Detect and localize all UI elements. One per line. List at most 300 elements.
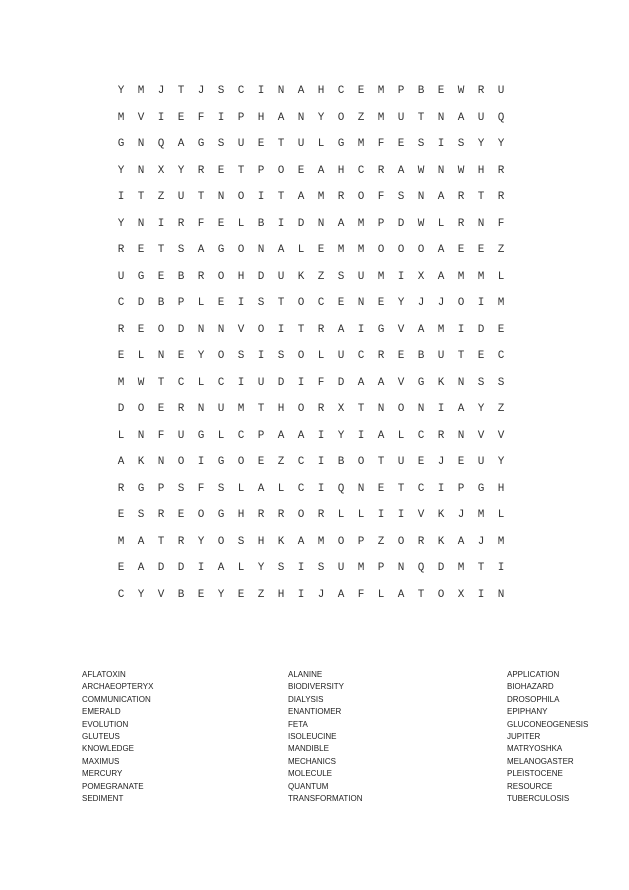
grid-cell[interactable]: R: [317, 509, 325, 521]
grid-cell[interactable]: Q: [337, 482, 345, 495]
grid-cell[interactable]: P: [377, 562, 385, 574]
grid-cell[interactable]: B: [337, 456, 345, 468]
grid-cell[interactable]: E: [317, 244, 325, 256]
grid-cell[interactable]: K: [437, 535, 445, 548]
grid-cell[interactable]: X: [417, 270, 425, 283]
grid-cell[interactable]: H: [497, 482, 505, 495]
grid-cell[interactable]: Y: [257, 562, 265, 574]
grid-cell[interactable]: Y: [497, 138, 505, 150]
grid-cell[interactable]: A: [297, 191, 305, 203]
grid-cell[interactable]: N: [157, 350, 165, 362]
grid-cell[interactable]: T: [297, 323, 305, 336]
grid-cell[interactable]: M: [497, 297, 505, 309]
grid-cell[interactable]: Z: [317, 270, 325, 283]
grid-cell[interactable]: M: [377, 85, 385, 97]
grid-cell[interactable]: O: [397, 244, 405, 256]
grid-cell[interactable]: T: [197, 191, 205, 203]
grid-cell[interactable]: T: [457, 350, 465, 362]
grid-cell[interactable]: T: [157, 244, 165, 256]
grid-cell[interactable]: M: [457, 562, 465, 574]
grid-cell[interactable]: T: [397, 482, 405, 495]
grid-cell[interactable]: Y: [477, 403, 485, 415]
grid-cell[interactable]: C: [297, 456, 305, 468]
grid-cell[interactable]: M: [457, 270, 465, 283]
grid-cell[interactable]: E: [337, 297, 345, 309]
grid-cell[interactable]: P: [357, 535, 365, 548]
grid-cell[interactable]: C: [237, 429, 245, 442]
grid-cell[interactable]: D: [257, 270, 265, 283]
grid-cell[interactable]: I: [277, 323, 285, 336]
grid-cell[interactable]: I: [197, 456, 205, 468]
grid-cell[interactable]: Z: [157, 191, 165, 203]
grid-cell[interactable]: I: [317, 482, 325, 495]
grid-cell[interactable]: R: [177, 217, 185, 230]
grid-cell[interactable]: T: [357, 403, 365, 415]
grid-cell[interactable]: H: [257, 111, 265, 124]
grid-cell[interactable]: U: [357, 270, 365, 283]
letter-grid[interactable]: [111, 76, 511, 606]
grid-cell[interactable]: C: [237, 85, 245, 97]
grid-cell[interactable]: O: [237, 191, 245, 203]
grid-cell[interactable]: T: [477, 562, 485, 574]
grid-cell[interactable]: G: [117, 138, 125, 150]
grid-cell[interactable]: T: [477, 191, 485, 203]
grid-cell[interactable]: N: [317, 217, 325, 230]
grid-cell[interactable]: I: [117, 191, 125, 203]
grid-cell[interactable]: Y: [177, 164, 185, 177]
grid-cell[interactable]: F: [317, 376, 325, 389]
grid-cell[interactable]: R: [457, 191, 465, 203]
grid-cell[interactable]: E: [377, 482, 385, 495]
grid-cell[interactable]: V: [477, 429, 485, 442]
grid-cell[interactable]: U: [337, 562, 345, 574]
grid-cell[interactable]: G: [137, 270, 145, 283]
grid-cell[interactable]: D: [277, 376, 285, 389]
grid-cell[interactable]: Y: [397, 297, 405, 309]
grid-cell[interactable]: C: [117, 588, 125, 601]
grid-cell[interactable]: U: [257, 376, 265, 389]
grid-cell[interactable]: K: [437, 509, 445, 521]
grid-cell[interactable]: M: [477, 509, 485, 521]
grid-cell[interactable]: L: [197, 376, 205, 389]
grid-cell[interactable]: U: [237, 138, 245, 150]
grid-cell[interactable]: R: [337, 191, 345, 203]
grid-cell[interactable]: N: [197, 323, 205, 336]
grid-cell[interactable]: I: [317, 429, 325, 442]
grid-cell[interactable]: I: [457, 323, 465, 336]
grid-cell[interactable]: I: [317, 456, 325, 468]
grid-cell[interactable]: L: [197, 297, 205, 309]
grid-cell[interactable]: D: [297, 217, 305, 230]
grid-cell[interactable]: R: [477, 85, 485, 97]
grid-cell[interactable]: I: [397, 270, 405, 283]
grid-cell[interactable]: R: [177, 403, 185, 415]
grid-cell[interactable]: R: [377, 350, 385, 362]
grid-cell[interactable]: O: [397, 535, 405, 548]
grid-cell[interactable]: C: [177, 376, 185, 389]
grid-cell[interactable]: C: [317, 297, 325, 309]
grid-cell[interactable]: S: [497, 376, 505, 389]
grid-cell[interactable]: O: [357, 456, 365, 468]
grid-cell[interactable]: I: [477, 297, 485, 309]
grid-cell[interactable]: I: [297, 562, 305, 574]
grid-cell[interactable]: E: [137, 323, 145, 336]
grid-cell[interactable]: O: [237, 244, 245, 256]
grid-cell[interactable]: H: [317, 85, 325, 97]
grid-cell[interactable]: T: [277, 191, 285, 203]
grid-cell[interactable]: N: [137, 164, 145, 177]
grid-cell[interactable]: O: [357, 191, 365, 203]
grid-cell[interactable]: O: [337, 535, 345, 548]
grid-cell[interactable]: R: [497, 164, 505, 177]
grid-cell[interactable]: A: [277, 429, 285, 442]
grid-cell[interactable]: T: [417, 588, 425, 601]
grid-cell[interactable]: M: [477, 270, 485, 283]
grid-cell[interactable]: O: [177, 456, 185, 468]
grid-cell[interactable]: E: [477, 350, 485, 362]
grid-cell[interactable]: E: [217, 164, 225, 177]
grid-cell[interactable]: R: [457, 217, 465, 230]
grid-cell[interactable]: S: [217, 85, 225, 97]
grid-cell[interactable]: Y: [337, 429, 345, 442]
grid-cell[interactable]: X: [337, 403, 345, 415]
grid-cell[interactable]: S: [237, 535, 245, 548]
grid-cell[interactable]: E: [197, 588, 205, 601]
grid-cell[interactable]: A: [457, 535, 465, 548]
grid-cell[interactable]: F: [357, 588, 365, 601]
grid-cell[interactable]: O: [257, 323, 265, 336]
grid-cell[interactable]: I: [157, 217, 165, 230]
grid-cell[interactable]: N: [137, 217, 145, 230]
grid-cell[interactable]: G: [377, 323, 385, 336]
grid-cell[interactable]: Z: [497, 403, 505, 415]
grid-cell[interactable]: U: [397, 456, 405, 468]
grid-cell[interactable]: N: [437, 164, 445, 177]
grid-cell[interactable]: U: [277, 270, 285, 283]
grid-cell[interactable]: A: [257, 482, 265, 495]
grid-cell[interactable]: S: [277, 350, 285, 362]
grid-cell[interactable]: N: [277, 85, 285, 97]
grid-cell[interactable]: S: [177, 244, 185, 256]
grid-cell[interactable]: M: [377, 270, 385, 283]
grid-cell[interactable]: V: [417, 509, 425, 521]
grid-cell[interactable]: M: [237, 403, 245, 415]
grid-cell[interactable]: L: [237, 562, 245, 574]
grid-cell[interactable]: N: [397, 562, 405, 574]
grid-cell[interactable]: W: [137, 376, 145, 389]
grid-cell[interactable]: O: [417, 244, 425, 256]
grid-cell[interactable]: I: [357, 429, 365, 442]
grid-cell[interactable]: W: [457, 85, 465, 97]
grid-cell[interactable]: G: [137, 482, 145, 495]
grid-cell[interactable]: F: [377, 191, 385, 203]
grid-cell[interactable]: G: [337, 138, 345, 150]
grid-cell[interactable]: Z: [377, 535, 385, 548]
grid-cell[interactable]: A: [297, 535, 305, 548]
grid-cell[interactable]: S: [417, 138, 425, 150]
grid-cell[interactable]: J: [157, 85, 165, 97]
grid-cell[interactable]: C: [357, 350, 365, 362]
grid-cell[interactable]: Q: [157, 138, 165, 150]
grid-cell[interactable]: C: [117, 297, 125, 309]
grid-cell[interactable]: A: [217, 562, 225, 574]
grid-cell[interactable]: G: [477, 482, 485, 495]
grid-cell[interactable]: E: [117, 509, 125, 521]
grid-cell[interactable]: M: [137, 85, 145, 97]
grid-cell[interactable]: O: [157, 323, 165, 336]
grid-cell[interactable]: N: [457, 429, 465, 442]
grid-cell[interactable]: B: [177, 270, 185, 283]
grid-cell[interactable]: Q: [497, 111, 505, 124]
grid-cell[interactable]: A: [197, 244, 205, 256]
grid-cell[interactable]: M: [117, 111, 125, 124]
grid-cell[interactable]: U: [337, 350, 345, 362]
grid-cell[interactable]: C: [497, 350, 505, 362]
grid-cell[interactable]: R: [377, 164, 385, 177]
grid-cell[interactable]: I: [437, 482, 445, 495]
grid-cell[interactable]: A: [397, 588, 405, 601]
grid-cell[interactable]: U: [117, 270, 125, 283]
grid-cell[interactable]: E: [257, 456, 265, 468]
grid-cell[interactable]: K: [277, 535, 285, 548]
grid-cell[interactable]: E: [117, 350, 125, 362]
grid-cell[interactable]: V: [397, 376, 405, 389]
grid-cell[interactable]: L: [397, 429, 405, 442]
grid-cell[interactable]: S: [177, 482, 185, 495]
grid-cell[interactable]: L: [317, 350, 325, 362]
grid-cell[interactable]: U: [437, 350, 445, 362]
grid-cell[interactable]: R: [117, 482, 125, 495]
grid-cell[interactable]: T: [237, 164, 245, 177]
grid-cell[interactable]: I: [437, 403, 445, 415]
grid-cell[interactable]: P: [237, 111, 245, 124]
grid-cell[interactable]: P: [397, 85, 405, 97]
grid-cell[interactable]: M: [497, 535, 505, 548]
grid-cell[interactable]: K: [137, 456, 145, 468]
grid-cell[interactable]: E: [477, 244, 485, 256]
grid-cell[interactable]: D: [477, 323, 485, 336]
grid-cell[interactable]: E: [257, 138, 265, 150]
grid-cell[interactable]: O: [237, 456, 245, 468]
grid-cell[interactable]: H: [337, 164, 345, 177]
grid-cell[interactable]: V: [137, 111, 145, 124]
grid-cell[interactable]: W: [417, 164, 425, 177]
grid-cell[interactable]: N: [357, 297, 365, 309]
grid-cell[interactable]: N: [137, 138, 145, 150]
grid-cell[interactable]: I: [377, 509, 385, 521]
grid-cell[interactable]: O: [297, 403, 305, 415]
grid-cell[interactable]: J: [477, 535, 485, 548]
grid-cell[interactable]: D: [177, 562, 185, 574]
grid-cell[interactable]: A: [437, 244, 445, 256]
grid-cell[interactable]: A: [137, 562, 145, 574]
grid-cell[interactable]: N: [217, 191, 225, 203]
grid-cell[interactable]: C: [337, 85, 345, 97]
grid-cell[interactable]: H: [277, 588, 285, 601]
grid-cell[interactable]: E: [117, 562, 125, 574]
grid-cell[interactable]: A: [337, 217, 345, 230]
grid-cell[interactable]: D: [137, 297, 145, 309]
grid-cell[interactable]: E: [237, 588, 245, 601]
grid-cell[interactable]: J: [417, 297, 425, 309]
grid-cell[interactable]: R: [317, 403, 325, 415]
grid-cell[interactable]: X: [457, 588, 465, 601]
grid-cell[interactable]: F: [377, 138, 385, 150]
grid-cell[interactable]: P: [177, 297, 185, 309]
grid-cell[interactable]: I: [257, 191, 265, 203]
grid-cell[interactable]: M: [357, 138, 365, 150]
grid-cell[interactable]: B: [177, 588, 185, 601]
grid-cell[interactable]: A: [397, 164, 405, 177]
grid-cell[interactable]: B: [417, 85, 425, 97]
grid-cell[interactable]: Y: [197, 535, 205, 548]
grid-cell[interactable]: D: [397, 217, 405, 230]
grid-cell[interactable]: V: [157, 588, 165, 601]
grid-cell[interactable]: I: [477, 588, 485, 601]
grid-cell[interactable]: I: [357, 323, 365, 336]
grid-cell[interactable]: L: [237, 217, 245, 230]
grid-cell[interactable]: E: [457, 456, 465, 468]
grid-cell[interactable]: I: [257, 85, 265, 97]
grid-cell[interactable]: M: [317, 191, 325, 203]
grid-cell[interactable]: K: [437, 376, 445, 389]
grid-cell[interactable]: F: [497, 217, 505, 230]
grid-cell[interactable]: A: [297, 85, 305, 97]
grid-cell[interactable]: M: [357, 217, 365, 230]
grid-cell[interactable]: S: [237, 350, 245, 362]
grid-cell[interactable]: C: [357, 164, 365, 177]
grid-cell[interactable]: I: [157, 111, 165, 124]
grid-cell[interactable]: M: [437, 323, 445, 336]
grid-cell[interactable]: O: [217, 350, 225, 362]
grid-cell[interactable]: T: [417, 111, 425, 124]
grid-cell[interactable]: M: [337, 244, 345, 256]
grid-cell[interactable]: U: [177, 429, 185, 442]
grid-cell[interactable]: A: [457, 403, 465, 415]
grid-cell[interactable]: A: [357, 376, 365, 389]
grid-cell[interactable]: I: [197, 562, 205, 574]
grid-cell[interactable]: J: [457, 509, 465, 521]
grid-cell[interactable]: E: [177, 111, 185, 124]
grid-cell[interactable]: U: [217, 403, 225, 415]
grid-cell[interactable]: S: [457, 138, 465, 150]
grid-cell[interactable]: I: [297, 376, 305, 389]
grid-cell[interactable]: N: [377, 403, 385, 415]
grid-cell[interactable]: J: [437, 456, 445, 468]
grid-cell[interactable]: S: [217, 138, 225, 150]
grid-cell[interactable]: I: [217, 111, 225, 124]
grid-cell[interactable]: E: [157, 403, 165, 415]
grid-cell[interactable]: A: [317, 164, 325, 177]
grid-cell[interactable]: N: [137, 429, 145, 442]
grid-cell[interactable]: X: [157, 164, 165, 177]
grid-cell[interactable]: A: [437, 270, 445, 283]
grid-cell[interactable]: E: [397, 350, 405, 362]
grid-cell[interactable]: P: [377, 217, 385, 230]
grid-cell[interactable]: A: [377, 429, 385, 442]
grid-cell[interactable]: N: [197, 403, 205, 415]
grid-cell[interactable]: A: [277, 111, 285, 124]
grid-cell[interactable]: M: [117, 535, 125, 548]
grid-cell[interactable]: M: [357, 244, 365, 256]
grid-cell[interactable]: I: [277, 217, 285, 230]
grid-cell[interactable]: A: [277, 244, 285, 256]
grid-cell[interactable]: F: [197, 111, 205, 124]
grid-cell[interactable]: G: [217, 509, 225, 521]
grid-cell[interactable]: T: [257, 403, 265, 415]
grid-cell[interactable]: P: [157, 482, 165, 495]
grid-cell[interactable]: M: [117, 376, 125, 389]
grid-cell[interactable]: A: [377, 376, 385, 389]
grid-cell[interactable]: L: [337, 509, 345, 521]
grid-cell[interactable]: V: [397, 323, 405, 336]
grid-cell[interactable]: O: [437, 588, 445, 601]
grid-cell[interactable]: I: [297, 588, 305, 601]
grid-cell[interactable]: R: [177, 535, 185, 548]
grid-cell[interactable]: H: [237, 270, 245, 283]
grid-cell[interactable]: R: [257, 509, 265, 521]
grid-cell[interactable]: L: [137, 350, 145, 362]
grid-cell[interactable]: L: [377, 588, 385, 601]
grid-cell[interactable]: N: [497, 588, 505, 601]
grid-cell[interactable]: E: [217, 297, 225, 309]
grid-cell[interactable]: H: [257, 535, 265, 548]
grid-cell[interactable]: J: [197, 85, 205, 97]
grid-cell[interactable]: O: [277, 164, 285, 177]
grid-cell[interactable]: L: [237, 482, 245, 495]
grid-cell[interactable]: I: [397, 509, 405, 521]
grid-cell[interactable]: C: [417, 482, 425, 495]
grid-cell[interactable]: S: [337, 270, 345, 283]
grid-cell[interactable]: C: [417, 429, 425, 442]
grid-cell[interactable]: Y: [197, 350, 205, 362]
grid-cell[interactable]: B: [257, 217, 265, 230]
grid-cell[interactable]: J: [317, 588, 325, 601]
grid-cell[interactable]: U: [177, 191, 185, 203]
grid-cell[interactable]: G: [197, 138, 205, 150]
grid-cell[interactable]: R: [317, 323, 325, 336]
grid-cell[interactable]: N: [357, 482, 365, 495]
grid-cell[interactable]: A: [117, 456, 125, 468]
grid-cell[interactable]: O: [377, 244, 385, 256]
grid-cell[interactable]: O: [297, 509, 305, 521]
grid-cell[interactable]: S: [257, 297, 265, 309]
grid-cell[interactable]: E: [397, 138, 405, 150]
grid-cell[interactable]: I: [497, 562, 505, 574]
grid-cell[interactable]: Z: [357, 111, 365, 124]
grid-cell[interactable]: E: [217, 217, 225, 230]
grid-cell[interactable]: E: [457, 244, 465, 256]
grid-cell[interactable]: U: [297, 138, 305, 150]
grid-cell[interactable]: R: [497, 191, 505, 203]
grid-cell[interactable]: N: [437, 111, 445, 124]
grid-cell[interactable]: R: [197, 270, 205, 283]
grid-cell[interactable]: G: [217, 244, 225, 256]
grid-cell[interactable]: O: [337, 111, 345, 124]
grid-cell[interactable]: N: [417, 403, 425, 415]
grid-cell[interactable]: R: [417, 535, 425, 548]
grid-cell[interactable]: E: [437, 85, 445, 97]
grid-cell[interactable]: U: [497, 85, 505, 97]
grid-cell[interactable]: O: [297, 350, 305, 362]
grid-cell[interactable]: A: [417, 323, 425, 336]
grid-cell[interactable]: E: [157, 270, 165, 283]
grid-cell[interactable]: S: [277, 562, 285, 574]
grid-cell[interactable]: N: [257, 244, 265, 256]
grid-cell[interactable]: D: [177, 323, 185, 336]
grid-cell[interactable]: R: [117, 323, 125, 336]
grid-cell[interactable]: S: [137, 509, 145, 521]
